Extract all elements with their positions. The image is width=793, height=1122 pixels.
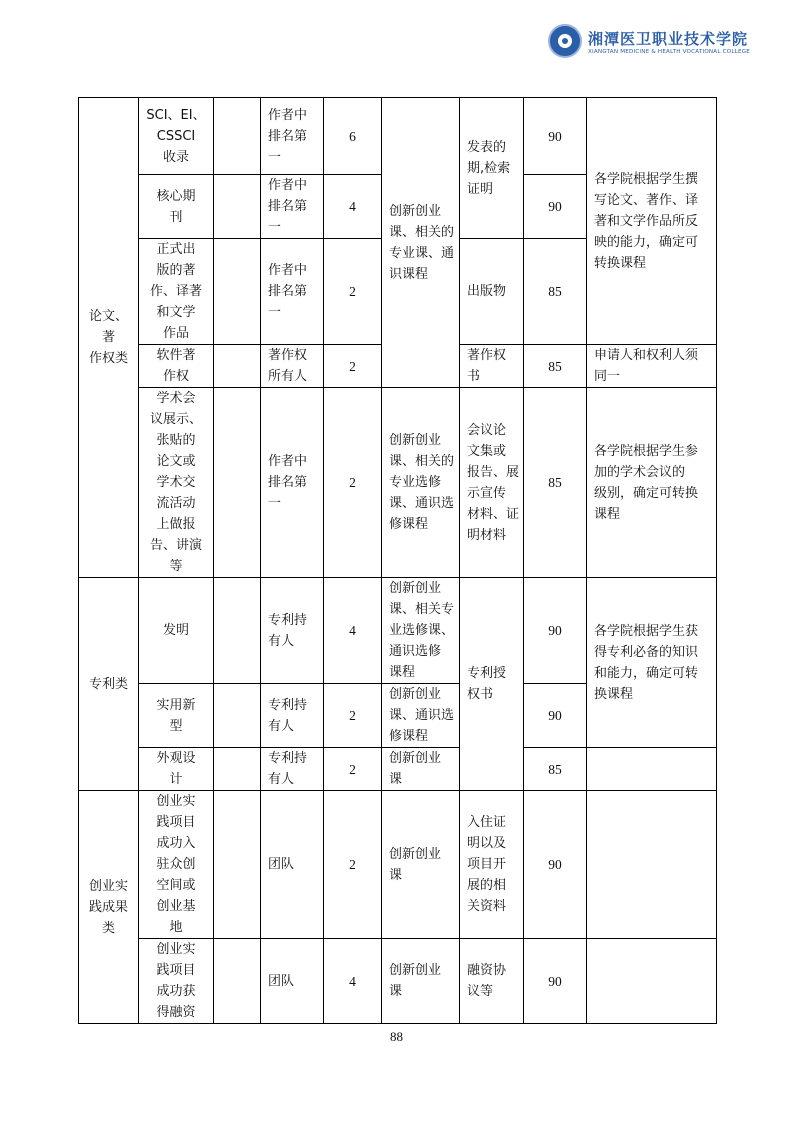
role-cell: 专利持 有人	[261, 748, 324, 791]
course-cell: 创新创业 课、相关的 专业选修 课、通识选 修课程	[382, 388, 460, 578]
college-emblem-icon	[548, 24, 582, 58]
empty-cell	[214, 791, 261, 939]
credit-cell: 2	[324, 388, 382, 578]
note-cell: 申请人和权利人须 同一	[587, 345, 717, 388]
note-cell: 各学院根据学生参 加的学术会议的 级别，确定可转换 课程	[587, 388, 717, 578]
item-cell: 软件著 作权	[139, 345, 214, 388]
item-cell: 学术会 议展示、 张贴的 论文或 学术交 流活动 上做报 告、讲演 等	[139, 388, 214, 578]
proof-cell: 融资协 议等	[460, 939, 524, 1024]
proof-cell: 专利授 权书	[460, 578, 524, 791]
empty-cell	[214, 98, 261, 175]
proof-cell: 著作权 书	[460, 345, 524, 388]
empty-cell	[214, 578, 261, 684]
role-cell: 作者中 排名第 一	[261, 98, 324, 175]
credit-cell: 4	[324, 939, 382, 1024]
role-cell: 专利持 有人	[261, 578, 324, 684]
role-cell: 作者中 排名第 一	[261, 388, 324, 578]
score-cell: 85	[524, 345, 587, 388]
empty-note-cell	[587, 939, 717, 1024]
empty-cell	[214, 684, 261, 748]
college-logo	[548, 24, 750, 64]
note-cell: 各学院根据学生获 得专利必备的知识 和能力，确定可转 换课程	[587, 578, 717, 748]
item-cell: 创业实 践项目 成功获 得融资	[139, 939, 214, 1024]
proof-cell: 发表的 期,检索 证明	[460, 98, 524, 239]
item-cell: 创业实 践项目 成功入 驻众创 空间或 创业基 地	[139, 791, 214, 939]
credit-conversion-table	[78, 97, 717, 1024]
proof-cell: 出版物	[460, 239, 524, 345]
item-cell: 外观设 计	[139, 748, 214, 791]
empty-cell	[214, 939, 261, 1024]
empty-cell	[214, 748, 261, 791]
empty-cell	[214, 345, 261, 388]
score-cell: 90	[524, 791, 587, 939]
credit-cell: 2	[324, 791, 382, 939]
empty-note-cell	[587, 748, 717, 791]
item-cell: 发明	[139, 578, 214, 684]
table-row	[79, 939, 717, 1024]
table-row	[79, 98, 717, 175]
item-cell: 正式出 版的著 作、译著 和文学 作品	[139, 239, 214, 345]
score-cell: 85	[524, 388, 587, 578]
score-cell: 85	[524, 748, 587, 791]
item-cell: 核心期 刊	[139, 175, 214, 239]
course-cell: 创新创业 课	[382, 748, 460, 791]
score-cell: 90	[524, 578, 587, 684]
empty-note-cell	[587, 791, 717, 939]
role-cell: 著作权 所有人	[261, 345, 324, 388]
credit-cell: 2	[324, 684, 382, 748]
course-cell: 创新创业 课、通识选 修课程	[382, 684, 460, 748]
empty-cell	[214, 388, 261, 578]
logo-title: 湘潭医卫职业技术学院	[588, 30, 749, 48]
course-cell: 创新创业 课、相关专 业选修课、 通识选修 课程	[382, 578, 460, 684]
course-cell: 创新创业 课、相关的 专业课、通 识课程	[382, 98, 460, 388]
table-row	[79, 388, 717, 578]
score-cell: 90	[524, 939, 587, 1024]
table-row	[79, 791, 717, 939]
page-number: 88	[390, 1029, 403, 1044]
score-cell: 90	[524, 684, 587, 748]
logo-subtitle: XIANGTAN MEDICINE & HEALTH VOCATIONAL COLLEGE	[588, 49, 750, 55]
credit-cell: 4	[324, 175, 382, 239]
proof-cell: 会议论 文集或 报告、展 示宣传 材料、证 明材料	[460, 388, 524, 578]
role-cell: 作者中 排名第 一	[261, 175, 324, 239]
score-cell: 90	[524, 175, 587, 239]
credit-cell: 2	[324, 239, 382, 345]
role-cell: 团队	[261, 791, 324, 939]
category-cell: 专利类	[79, 578, 139, 791]
category-cell: 论文、著 作权类	[79, 98, 139, 578]
role-cell: 作者中 排名第 一	[261, 239, 324, 345]
score-cell: 85	[524, 239, 587, 345]
role-cell: 专利持 有人	[261, 684, 324, 748]
note-cell: 各学院根据学生撰 写论文、著作、译 著和文学作品所反 映的能力，确定可 转换课程	[587, 98, 717, 345]
credit-cell: 6	[324, 98, 382, 175]
empty-cell	[214, 175, 261, 239]
category-cell: 创业实 践成果 类	[79, 791, 139, 1024]
item-cell: 实用新 型	[139, 684, 214, 748]
course-cell: 创新创业 课	[382, 791, 460, 939]
role-cell: 团队	[261, 939, 324, 1024]
item-cell: SCI、EI、 CSSCI 收录	[139, 98, 214, 175]
score-cell: 90	[524, 98, 587, 175]
credit-cell: 2	[324, 345, 382, 388]
course-cell: 创新创业 课	[382, 939, 460, 1024]
proof-cell: 入住证 明以及 项目开 展的相 关资料	[460, 791, 524, 939]
table-row	[79, 578, 717, 684]
credit-cell: 4	[324, 578, 382, 684]
empty-cell	[214, 239, 261, 345]
credit-cell: 2	[324, 748, 382, 791]
table-row	[79, 748, 717, 791]
